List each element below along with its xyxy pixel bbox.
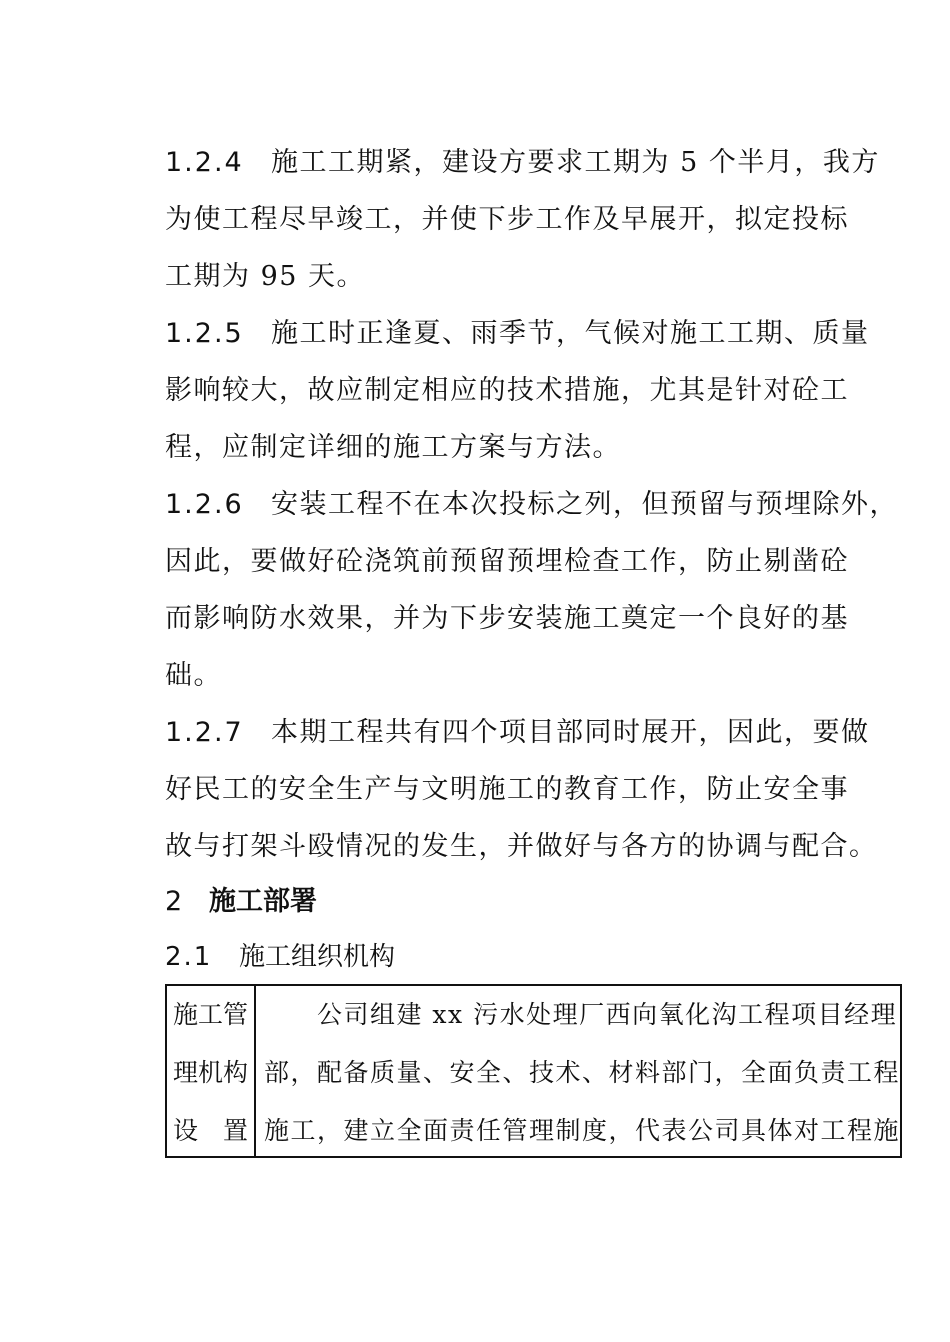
label-line: 设 置 — [172, 1116, 248, 1145]
paragraph-1-2-6-line-4: 础。 — [165, 660, 222, 691]
label-line: 理机构 — [172, 1058, 248, 1087]
clause-number: 1.2.6 — [165, 489, 244, 520]
paragraph-1-2-4-line-3: 工期为 95 天。 — [165, 261, 366, 292]
subsection-number: 2.1 — [165, 942, 213, 972]
organization-table — [165, 984, 902, 1158]
clause-number: 1.2.7 — [165, 717, 244, 748]
section-number: 2 — [165, 886, 183, 917]
paragraph-1-2-5-line-2: 影响较大，故应制定相应的技术措施，尤其是针对砼工 — [165, 375, 849, 406]
paragraph-1-2-6-line-2: 因此，要做好砼浇筑前预留预埋检查工作，防止剔凿砼 — [165, 546, 849, 577]
content-line: 公司组建 xx 污水处理厂西向氧化沟工程项目经理 — [263, 1000, 898, 1029]
clause-number: 1.2.5 — [165, 318, 244, 349]
table-label-cell — [167, 986, 256, 1156]
section-heading — [165, 882, 317, 922]
table-content-cell — [256, 986, 900, 1156]
paragraph-1-2-4-line-1: 1.2.4 施工工期紧，建设方要求工期为 5 个半月，我方 — [165, 143, 880, 183]
paragraph-1-2-7-line-3: 故与打架斗殴情况的发生，并做好与各方的协调与配合。 — [165, 831, 878, 862]
paragraph-1-2-5-line-3: 程，应制定详细的施工方案与方法。 — [165, 432, 621, 463]
content-line: 部，配备质量、安全、技术、材料部门，全面负责工程 — [263, 1058, 900, 1087]
paragraph-1-2-6-line-3: 而影响防水效果，并为下步安装施工奠定一个良好的基 — [165, 603, 849, 634]
section-title: 施工部署 — [209, 886, 317, 917]
clause-number: 1.2.4 — [165, 147, 244, 178]
paragraph-1-2-7-line-1: 1.2.7 本期工程共有四个项目部同时展开，因此，要做 — [165, 713, 870, 753]
paragraph-1-2-4-line-2: 为使工程尽早竣工，并使下步工作及早展开，拟定投标 — [165, 204, 849, 235]
subsection-heading — [165, 937, 395, 977]
paragraph-1-2-6-line-1: 1.2.6 安装工程不在本次投标之列，但预留与预埋除外， — [165, 485, 898, 525]
paragraph-1-2-7-line-2: 好民工的安全生产与文明施工的教育工作，防止安全事 — [165, 774, 849, 805]
paragraph-1-2-5-line-1: 1.2.5 施工时正逢夏、雨季节，气候对施工工期、质量 — [165, 314, 870, 354]
label-line: 施工管 — [172, 1000, 248, 1029]
subsection-title: 施工组织机构 — [239, 942, 396, 972]
content-line: 施工，建立全面责任管理制度，代表公司具体对工程施 — [263, 1116, 900, 1145]
